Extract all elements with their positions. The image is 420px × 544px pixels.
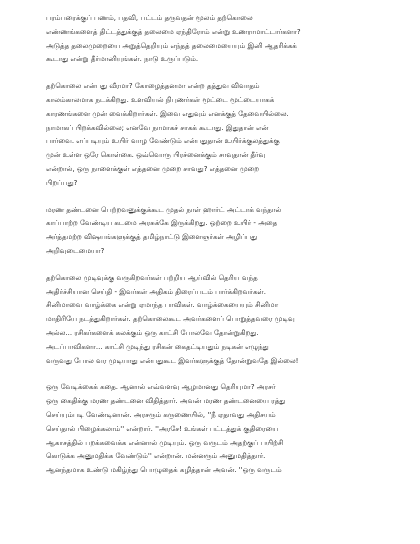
- text-line: பிறப்பது?: [46, 178, 78, 187]
- text-line: தற்கொலை முடிவுக்கு வருகிறவர்கள் பற்றிய ஆய்வில் தெரிய வந்த: [46, 273, 258, 282]
- text-line: ஆகாசத்தில் பறக்கவைக்க என்னால் முடியும். ஒரு வருடம் அதற்குப் பயிற்சி: [46, 438, 284, 447]
- paragraph-3: [46, 204, 392, 259]
- paragraph-2: [46, 80, 392, 190]
- text-line: அர்த்தமற்ற விஷயங்களுக்குத் தமிழ்நாட்டு இளைஞர்கள் அழிப்பது: [46, 233, 258, 242]
- text-line: எண்ணங்களைத் திட்டத்துக்குத் தலைமை ஏந்திரோம் என்று உணராமாட்டார்களா?: [46, 27, 301, 36]
- text-line: காப்பாற்ற வேண்டிய கடமை அரசுக்கே இருக்கிறது. ஒற்றை உயிர் - அதை: [46, 219, 278, 228]
- text-line: கூடாது என்று தீர்மானியுங்கள். நாடு உருப்படும்.: [46, 55, 199, 64]
- text-line: அடுத்த தலைமுறையை அறுத்தெறியும் எந்தத் தலைமையையும் இனி ஆதரிக்கக்: [46, 41, 297, 50]
- text-line: ஒரு வேடிக்கைக் கதை. ஆனால் எவ்வளவு ஆழமானது தெரியுமா? அரசர்: [46, 383, 276, 392]
- text-line: காலம்காலமாக நடக்கிறது. உளவியல் நிபுணர்கள் மூட்டை மூட்டையாகக்: [46, 95, 275, 104]
- text-line: மாதிரியே நடத்துகிறார்கள். தற்கொலைகூட அவர்களைப் பொறுத்தவரை முடிவு: [46, 315, 295, 324]
- text-line: பரம்பரைக்குப் பணம், பதவி, பட்டம் தருவதன் மூலம் தற்கொலை: [46, 14, 253, 22]
- text-line: ஆனந்தமாக உண்டு மகிழ்ந்து பொழுதைக் கழித்தான் அவன். ''ஒரு வருடம்: [46, 466, 282, 475]
- text-line: முன் உள்ள ஒரே கொள்கை. ஒவ்வொரு பிரச்னைக்கும் சாவுதான் தீர்வு: [46, 151, 266, 160]
- text-line: வருவது போல வர முடியாது என்பதுகூட இவர்களுக்குத் தோன்றுவதே இல்லை!: [46, 356, 299, 365]
- text-line: சினிமாவை வாழ்க்கை என்று ஏமாந்த பாவிகள். வாழ்க்கையையும் சினிமா: [46, 301, 279, 310]
- text-line: கொடுக்க அனுமதிக்க வேண்டும்'' என்றான். மன்னரும் அனுமதித்தார்.: [46, 452, 266, 461]
- paragraph-4: [46, 272, 392, 369]
- text-line: தற்கொலை என்பது வீரமா? கோழைத்தனமா என்ற தத்துவ விவாதம்: [46, 82, 260, 91]
- text-line: அறிவுடைமையா?: [46, 246, 105, 255]
- text-line: அல்ல... ரசிகர்களைக் கலக்கும் ஒரு காட்சி போலவே தோன்றுகிறது.: [46, 328, 259, 337]
- text-line: அடப்பாவிகளா... காட்சி முடிந்து ரசிகன் கைதட்டியதும் நடிகன் எழுந்து: [46, 342, 269, 351]
- text-line: செய்தால் பிழைக்கலாம்'' என்றார். ''அரசே! உங்கள் பட்டத்துக் குதிரையை: [46, 424, 279, 433]
- text-line: ஒரு கைதிக்கு மரண தண்டனை விதித்தார். அவன் மரண தண்டனையை ரத்து: [46, 397, 286, 406]
- text-line: நாமாகப் பிறக்கவில்லை; எனவே நாமாகச் சாகக் கூடாது. இதுதான் என்: [46, 123, 269, 132]
- paragraph-5: [46, 381, 392, 478]
- text-line: மரண தண்டனை பெற்றவனுக்குக்கூட முதல் நாள் ஹார்ட் அட்டாக் வந்தால்: [46, 205, 282, 214]
- text-line: என்றால், ஒரு நாளைக்குள் எத்தனை முறை சாவது? எத்தனை முறை: [46, 164, 260, 173]
- text-line: பார்வை. எப்படியும் உயிர் வாழ வேண்டும் என்பதுதான் உயிர்க்குலத்துக்கு: [46, 137, 280, 146]
- paragraph-1: [46, 12, 392, 67]
- text-line: காரணங்களை முன் வைக்கிறார்கள். இவை எதுவும் எனக்குத் தேவையில்லை.: [46, 109, 289, 118]
- text-line: செய்யும்படி வேண்டினான். அரசரும் கருணையில், ''நீ ஏதாவது அதிசயம்: [46, 410, 276, 419]
- text-line: அதிர்ச்சியான செய்தி - இவர்கள் அதிகம் திரைப்படம் பார்க்கிறவர்கள்.: [46, 287, 266, 296]
